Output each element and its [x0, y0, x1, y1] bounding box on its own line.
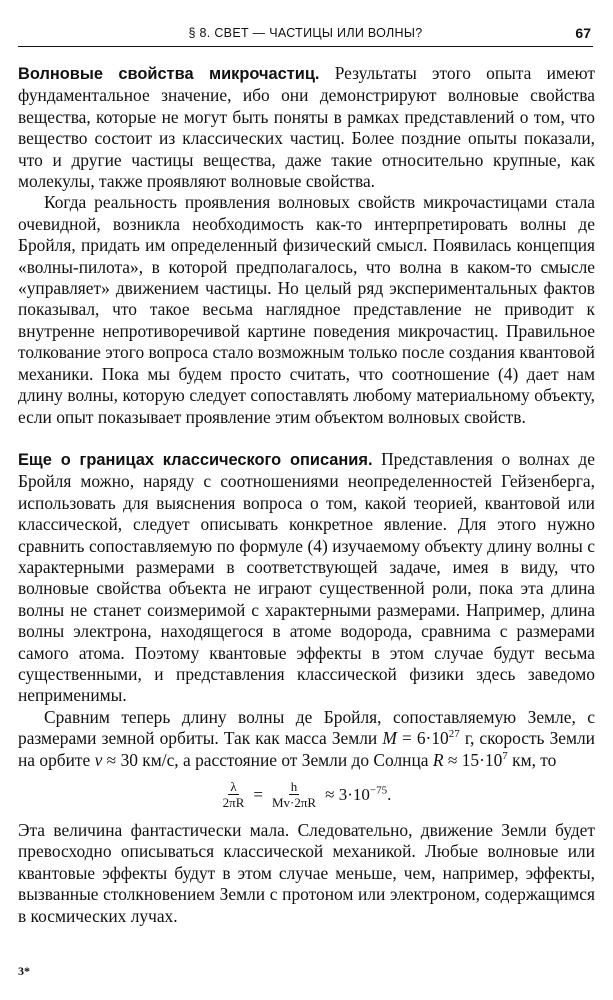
section1-paragraph2: Когда реальность проявления волновых свойств микрочастицами стала очевидной, возникла необходимость как-то интерпретировать волны де Бройля, придать им определенный физический смысл. Появилась концепция «волны-пилота», в которой предполагалось, что волна в каком-то смысле «управляет» движением частицы. Но целый ряд экспериментальных фактов показывал, что такое весьма наглядное представление не приводит к внутренне непротиворечивой картине поведения микрочастиц. Правильное толкование этого вопроса стало возможным только после создания квантовой механики. Пока мы будем просто считать, что соотношение (4) дает нам длину волны, которую следует сопоставлять любому материальному объекту, если опыт показывает проявление этим объектом волновых свойств.: [18, 192, 595, 427]
formula-period: .: [387, 784, 392, 804]
equals-sign: =: [253, 784, 263, 804]
page-header: [18, 24, 593, 47]
p2-text-a: Сравним теперь длину волны де Бройля, сопоставляемую Земле, с размерами земной орбиты. Так как масса Земли: [18, 706, 595, 749]
exponent-mass: 27: [448, 728, 460, 741]
fraction-lambda-numerator: λ: [230, 779, 237, 794]
fraction-lambda: [221, 779, 247, 810]
section2-paragraph2: [18, 707, 595, 771]
section2-heading: Еще о границах классического описания.: [18, 450, 373, 469]
section1-paragraph1: [18, 63, 595, 192]
signature-mark: 3*: [18, 964, 30, 978]
section2-p1-text: Представления о волнах де Бройля можно, наряду с соотношениями неопределенностей Гейзенберга, использовать для выяснения вопроса о том, какой теорией, квантовой или классической, следует описывать конкретное явление. Для этого нужно сравнить сопоставляемую по формуле (4) изучаемому объекту длину волны с характерными размерами в соответствующей задаче, имея в виду, что волновые свойства объекта не играют существенной роли, пока эта длина волны не станет соизмеримой с характерными размерами. Например, длина волны электрона, находящегося в атоме водорода, сравнима с размерами самого атома. Поэтому квантовые эффекты в этом случае будут весьма существенными, и представления классической физики здесь заведомо неприменимы.: [18, 448, 595, 706]
section1-p1-text: Результаты этого опыта имеют фундаментальное значение, ибо они демонстрируют волновые свойства вещества, которые не могут быть поняты в рамках представлений о том, что вещество состоит из классических частиц. Более поздние опыты показали, что и другие частицы вещества, даже такие относительно крупные, как молекулы, также проявляют волновые свойства.: [18, 63, 595, 192]
symbol-mass: M: [382, 728, 397, 749]
formula: [18, 779, 595, 810]
p2-text-b: = 6·10: [396, 728, 449, 749]
fraction-h: [270, 779, 318, 810]
fraction-h-denominator: Mv·2πR: [271, 795, 317, 810]
page-body: [18, 63, 595, 927]
approx-exponent: −75: [369, 784, 388, 797]
p2-text-f: км, то: [507, 749, 557, 770]
p2-text-d: ≈ 30 км/с, а расстояние от Земли до Солнца: [102, 749, 433, 770]
fraction-h-numerator: h: [290, 779, 298, 794]
formula-approx: [325, 784, 391, 805]
section2-paragraph1: [18, 449, 595, 707]
p2-text-e: ≈ 15·10: [443, 749, 503, 770]
approx-value: ≈ 3·10: [325, 784, 370, 804]
page-number: 67: [575, 25, 591, 41]
section2-paragraph3: Эта величина фантастически мала. Следовательно, движение Земли будет превосходно описываться классической механикой. Любые волновые или квантовые эффекты будут в этом случае меньше, чем, например, эффекты, вызванные столкновением Земли с протоном или электроном, содержащимся в космических лучах.: [18, 820, 595, 926]
symbol-velocity: v: [94, 749, 103, 770]
fraction-lambda-denominator: 2πR: [222, 795, 245, 810]
exponent-radius: 7: [502, 749, 508, 762]
section1-heading: Волновые свойства микрочастиц.: [18, 65, 320, 83]
symbol-radius: R: [432, 749, 444, 770]
p2-text-c: г, скорость Земли на орбите: [18, 728, 595, 770]
running-title: § 8. СВЕТ — ЧАСТИЦЫ ИЛИ ВОЛНЫ?: [188, 26, 423, 40]
